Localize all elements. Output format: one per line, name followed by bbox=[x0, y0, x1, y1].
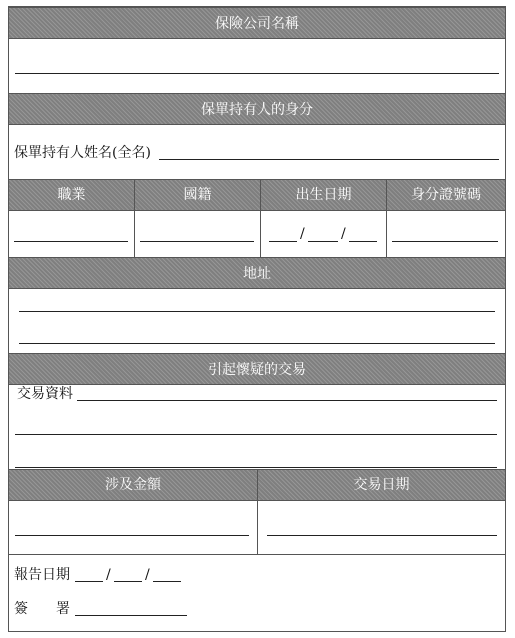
transaction-date-field[interactable] bbox=[267, 535, 497, 536]
col-id-number: 身分證號碼 bbox=[386, 180, 505, 210]
column-divider bbox=[386, 211, 387, 257]
nationality-field[interactable] bbox=[140, 241, 254, 242]
birth-month-field[interactable] bbox=[308, 241, 338, 242]
holder-section-title: 保單持有人的身分 bbox=[201, 102, 313, 118]
transaction-columns-header bbox=[9, 469, 505, 501]
insurer-section-title: 保險公司名稱 bbox=[215, 16, 299, 32]
column-divider bbox=[134, 211, 135, 257]
signature-field[interactable] bbox=[75, 615, 187, 616]
footer-divider bbox=[9, 554, 505, 555]
birth-day-field[interactable] bbox=[269, 241, 297, 242]
transaction-details-line-3[interactable] bbox=[15, 467, 497, 468]
col-nationality: 國籍 bbox=[134, 180, 260, 210]
address-section-header bbox=[9, 257, 505, 289]
birth-date-separator: / bbox=[300, 226, 305, 242]
birth-date-separator: / bbox=[341, 226, 346, 242]
col-transaction-date: 交易日期 bbox=[257, 470, 505, 500]
transaction-section-header bbox=[9, 353, 505, 385]
transaction-details-label: 交易資料 bbox=[17, 386, 73, 402]
holder-name-field[interactable] bbox=[159, 159, 499, 160]
holder-section-header bbox=[9, 93, 505, 125]
transaction-details-line-2[interactable] bbox=[15, 434, 497, 435]
suspicious-transaction-report-form bbox=[8, 6, 506, 632]
column-divider bbox=[260, 211, 261, 257]
col-birth-date: 出生日期 bbox=[260, 180, 386, 210]
birth-year-field[interactable] bbox=[349, 241, 377, 242]
report-month-field[interactable] bbox=[114, 581, 142, 582]
amount-field[interactable] bbox=[15, 535, 249, 536]
id-number-field[interactable] bbox=[392, 241, 498, 242]
col-amount: 涉及金額 bbox=[105, 477, 161, 493]
report-date-label: 報告日期 bbox=[14, 567, 70, 583]
transaction-details-line-1[interactable] bbox=[77, 400, 497, 401]
report-year-field[interactable] bbox=[153, 581, 181, 582]
signature-label: 簽 署 bbox=[14, 601, 70, 617]
report-date-separator: / bbox=[145, 567, 150, 583]
report-day-field[interactable] bbox=[75, 581, 103, 582]
address-section-title: 地址 bbox=[243, 266, 271, 282]
insurer-section-header bbox=[9, 7, 505, 39]
address-line-2[interactable] bbox=[19, 343, 495, 344]
col-occupation: 職業 bbox=[57, 187, 86, 203]
holder-name-label: 保單持有人姓名(全名) bbox=[14, 145, 151, 161]
report-date-separator: / bbox=[106, 567, 111, 583]
occupation-field[interactable] bbox=[14, 241, 128, 242]
holder-columns-header bbox=[9, 179, 505, 211]
address-line-1[interactable] bbox=[19, 311, 495, 312]
transaction-section-title: 引起懷疑的交易 bbox=[208, 362, 306, 378]
insurer-name-field[interactable] bbox=[15, 73, 499, 74]
column-divider bbox=[257, 501, 258, 554]
